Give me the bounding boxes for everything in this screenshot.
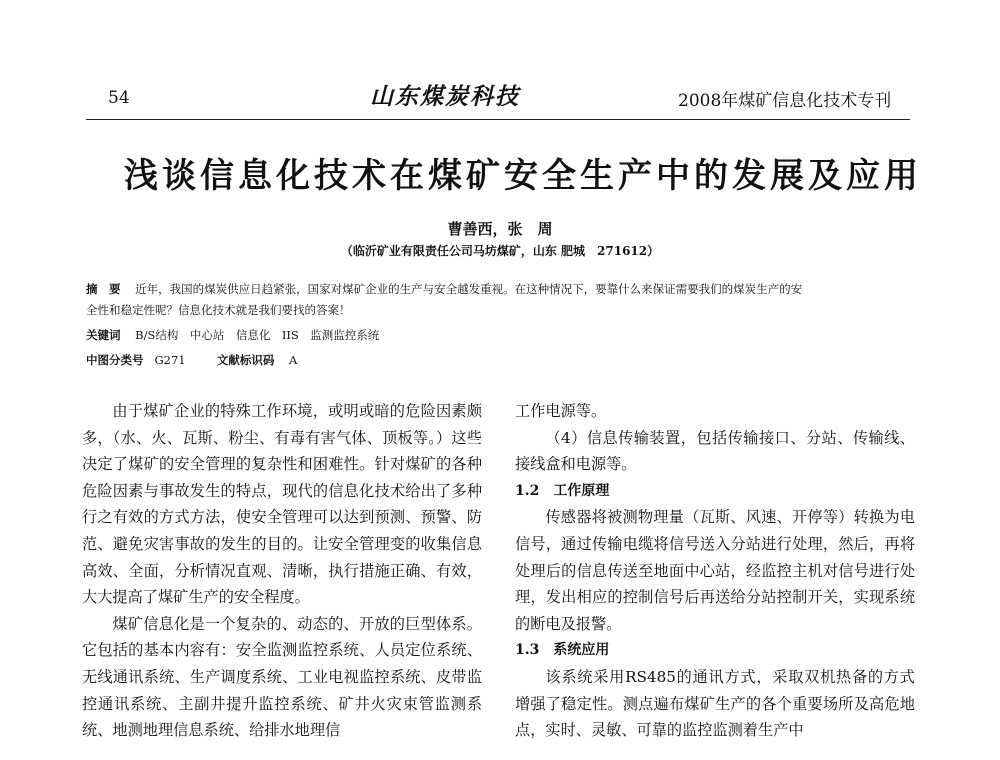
body-paragraph: 传感器将被测物理量（瓦斯、风速、开停等）转换为电信号，通过传输电缆将信号送入分站进行处理，然后，再将处理后的信息传送至地面中心站，经监控主机对信号进行处理，发出相应的控制信号后再送给分站控制开关，实现系统的断电及报警。 bbox=[515, 508, 915, 633]
abstract-text-line1: 近年，我国的煤炭供应日趋紧张，国家对煤矿企业的生产与安全越发重视。在这种情况下，要靠什么来保证需要我们的煤炭生产的安 bbox=[135, 282, 803, 296]
page-number: 54 bbox=[108, 88, 130, 108]
body-column-right bbox=[515, 398, 915, 744]
classification bbox=[86, 352, 297, 368]
section-heading: 1.2 工作原理 bbox=[515, 482, 610, 499]
abstract bbox=[86, 281, 802, 297]
body-paragraph: 该系统采用RS485的通讯方式，采取双机热备的方式增强了稳定性。测点遍布煤矿生产的各个重要场所及高危地点，实时、灵敏、可靠的监控监测着生产中 bbox=[515, 667, 915, 740]
abstract-text-line2: 全性和稳定性呢？信息化技术就是我们要找的答案！ bbox=[86, 303, 351, 317]
doc-code-label: 文献标识码 bbox=[216, 353, 275, 367]
article-affiliation: （临沂矿业有限责任公司马坊煤矿，山东 肥城 271612） bbox=[340, 244, 660, 258]
body-column-left bbox=[82, 398, 482, 744]
keywords-text: B/S结构 中心站 信息化 IIS 监测监控系统 bbox=[135, 328, 380, 342]
body-paragraph: 工作电源等。 bbox=[515, 402, 607, 420]
section-heading: 1.3 系统应用 bbox=[515, 642, 610, 659]
keywords-label: 关键词 bbox=[86, 328, 121, 342]
class-label: 中图分类号 bbox=[86, 353, 144, 367]
body-paragraph: （4）信息传输装置，包括传输接口、分站、传输线、接线盒和电源等。 bbox=[515, 428, 915, 474]
journal-logo: 山东煤炭科技 bbox=[370, 83, 520, 110]
body-paragraph: 煤矿信息化是一个复杂的、动态的、开放的巨型体系。它包括的基本内容有：安全监测监控系统、人员定位系统、无线通讯系统、生产调度系统、工业电视监控系统、皮带监控通讯系统、主副井提升监控系统、矿井火灾束管监测系统、地测地理信息系统、给排水地理信 bbox=[82, 614, 482, 740]
abstract-label: 摘 要 bbox=[86, 282, 121, 296]
issue-label: 2008年煤矿信息化技术专刊 bbox=[678, 91, 892, 111]
article-title: 浅谈信息化技术在煤矿安全生产中的发展及应用 bbox=[124, 156, 922, 196]
class-number: G271 bbox=[154, 353, 186, 367]
article-authors: 曹善西，张 周 bbox=[447, 220, 553, 238]
header-divider bbox=[86, 119, 910, 120]
body-paragraph: 由于煤矿企业的特殊工作环境，或明或暗的危险因素颇多，（水、火、瓦斯、粉尘、有毒有害气体、顶板等。）这些决定了煤矿的安全管理的复杂性和困难性。针对煤矿的各种危险因素与事故发生的特点，现代的信息化技术给出了多种行之有效的方式方法，使安全管理可以达到预测、预警、防范、避免灾害事故的发生的目的。让安全管理变的收集信息高效、全面，分析情况直观、清晰，执行措施正确、有效，大大提高了煤矿生产的安全程度。 bbox=[82, 402, 482, 607]
keywords bbox=[86, 327, 379, 343]
doc-code: A bbox=[289, 353, 298, 367]
